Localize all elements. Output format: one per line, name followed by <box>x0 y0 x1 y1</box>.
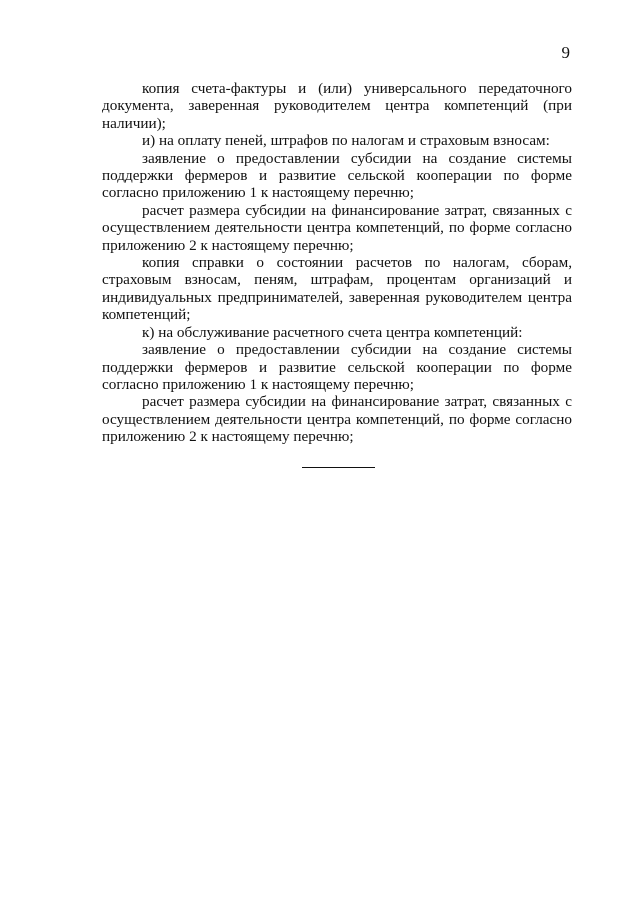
paragraph-subsidy-application-1: заявление о предоставлении субсидии на создание системы поддержки фермеров и развитие сельской кооперации по форме согласно приложению 1 к настоящему перечню; <box>102 149 572 202</box>
page-number: 9 <box>561 43 570 62</box>
paragraph-subsidy-application-2: заявление о предоставлении субсидии на создание системы поддержки фермеров и развитие сельской кооперации по форме согласно приложению 1 к настоящему перечню; <box>102 341 572 393</box>
closing-divider-line <box>302 467 375 468</box>
paragraph-invoice-copy: копия счета-фактуры и (или) универсального передаточного документа, заверенная руководителем центра компетенций (при наличии); <box>102 80 572 132</box>
paragraph-subsidy-calculation-1: расчет размера субсидии на финансирование затрат, связанных с осуществлением деятельности центра компетенций, по форме согласно приложению 2 к настоящему перечню; <box>102 201 572 254</box>
document-body <box>102 80 572 446</box>
paragraph-tax-certificate-copy: копия справки о состоянии расчетов по налогам, сборам, страховым взносам, пеням, штрафам, процентам организаций и индивидуальных предпринимателей, заверенная руководителем центра компетенций; <box>102 254 572 324</box>
paragraph-section-k-heading: к) на обслуживание расчетного счета центра компетенций: <box>142 323 523 341</box>
paragraph-subsidy-calculation-2: расчет размера субсидии на финансирование затрат, связанных с осуществлением деятельности центра компетенций, по форме согласно приложению 2 к настоящему перечню; <box>102 393 572 446</box>
paragraph-section-i-heading: и) на оплату пеней, штрафов по налогам и страховым взносам: <box>142 132 550 150</box>
